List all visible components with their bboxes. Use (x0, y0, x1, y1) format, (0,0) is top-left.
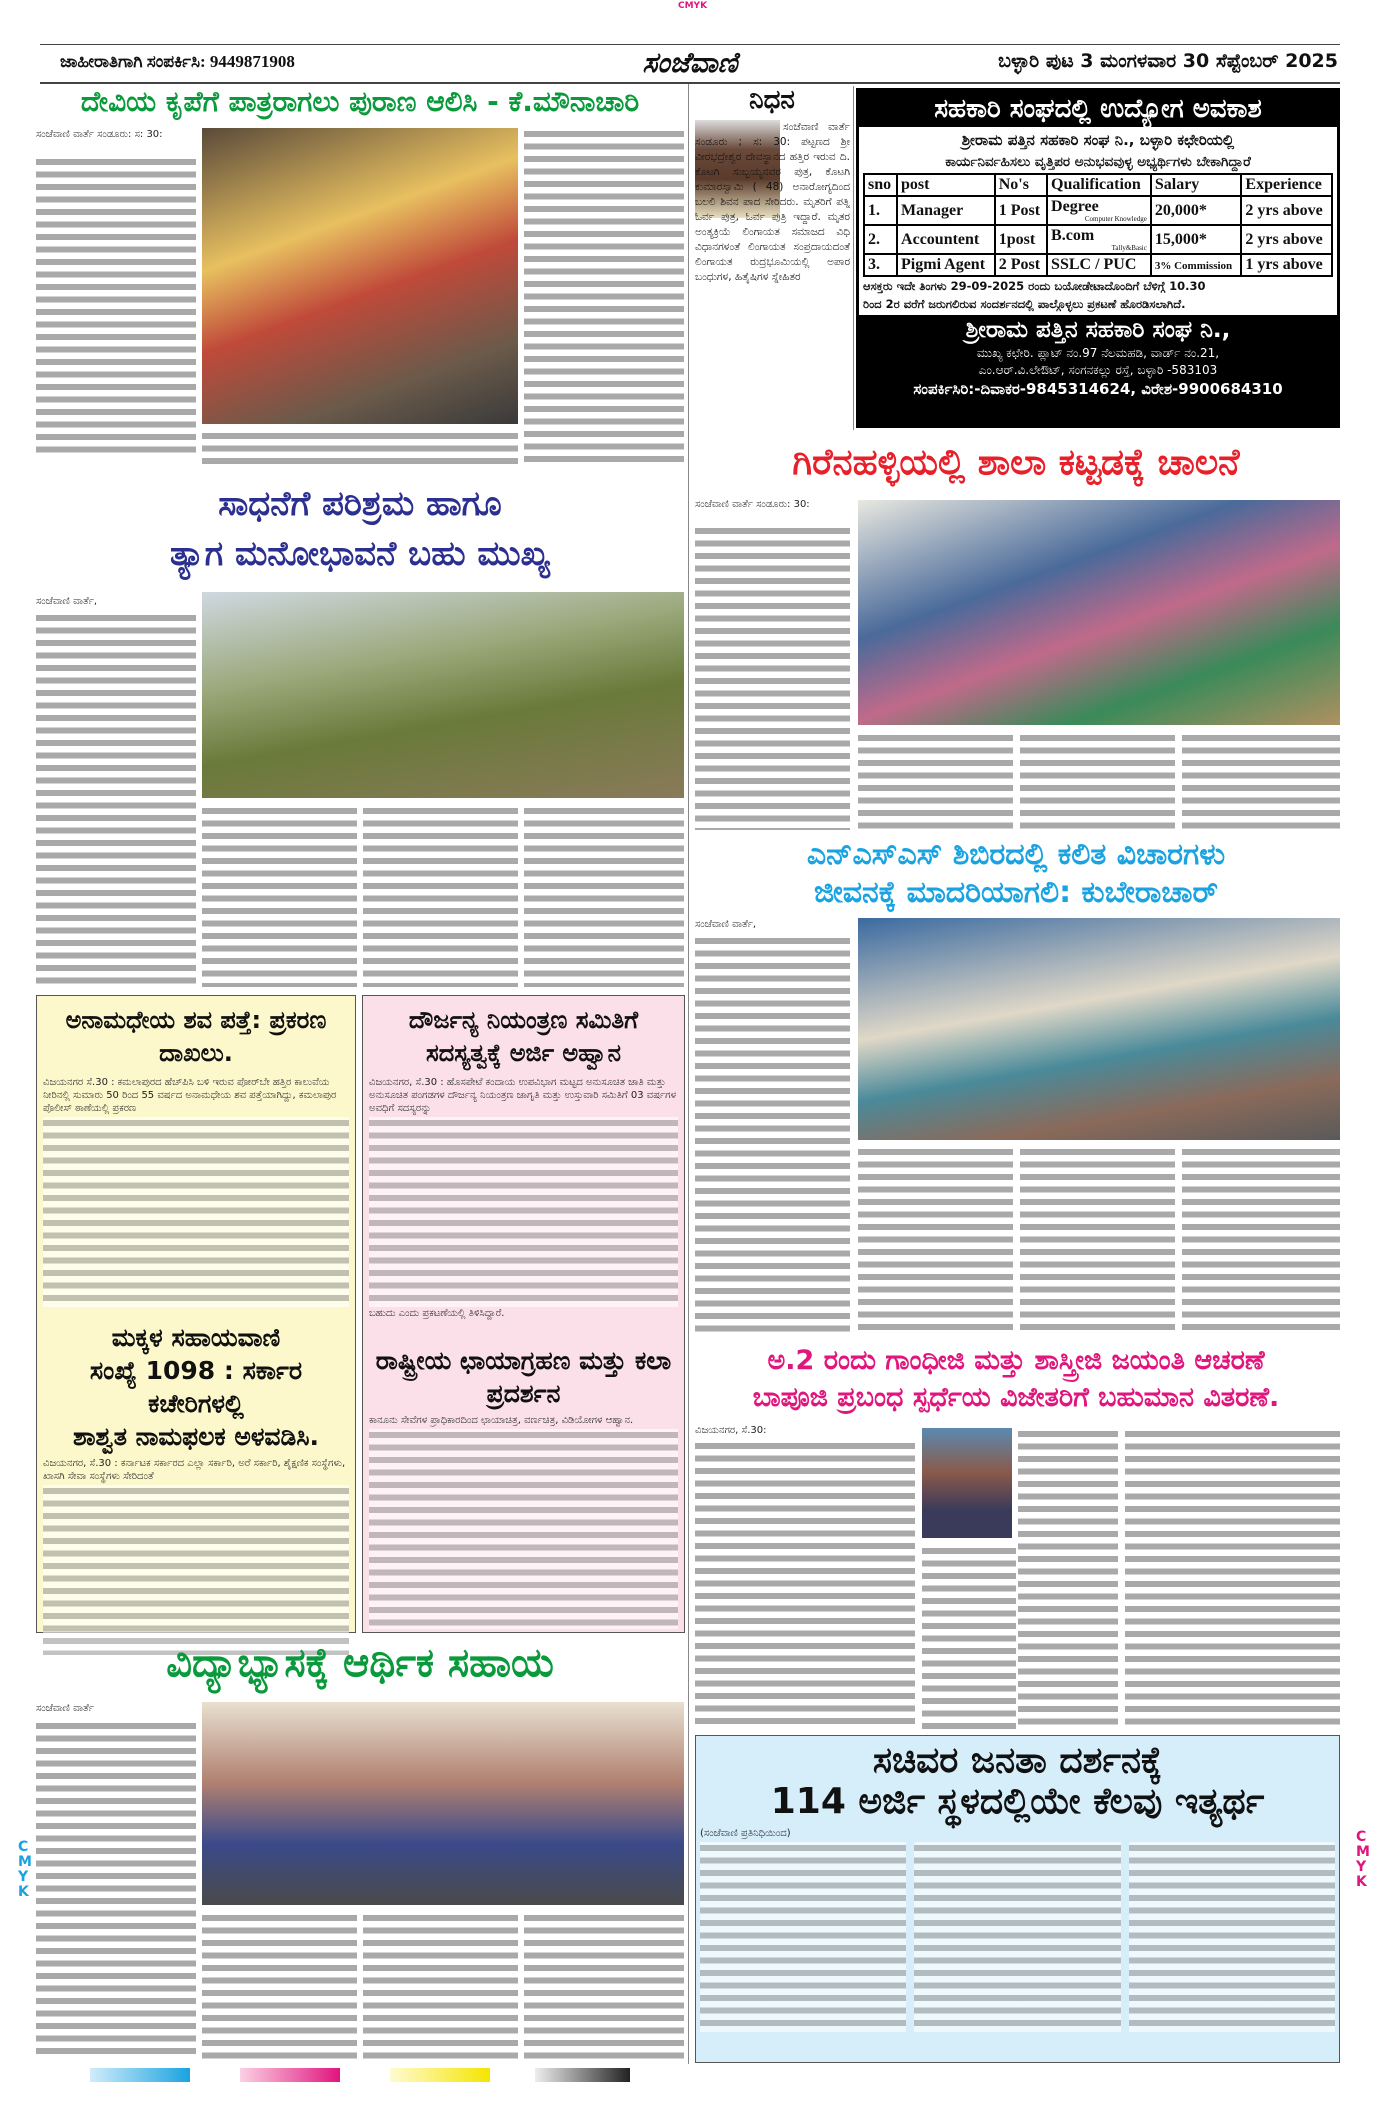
article-body (1182, 1146, 1340, 1335)
news-box-janata-darshana (695, 1735, 1340, 2063)
cell-value: 1. (868, 201, 880, 219)
cell-value: B.com (1051, 227, 1095, 244)
cell-value: Accountent (901, 230, 980, 248)
headline-makkala-3: ಶಾಶ್ವತ ನಾಮಫಲಕ ಅಳವಡಿಸಿ. (73, 1422, 319, 1451)
photo-official-portrait (922, 1428, 1012, 1538)
article-lead: (ಸಂಜೆವಾಣಿ ಪ್ರತಿನಿಧಿಯಿಂದ) (700, 1827, 791, 1839)
table-cell (1241, 254, 1332, 276)
article-lead: ಸಂಜೆವಾಣಿ ವಾರ್ತೆ ಸಂಡೂರು: ಸ: 30: (36, 129, 163, 140)
table-header: Experience (1241, 174, 1332, 196)
article-body-nidhana: ಸಂಜೆವಾಣಿ ವಾರ್ತೆ ಸಂಡೂರು ; ಸ: 30: ಪಟ್ಟಣದ ಶ್ರೀ ವೀರಭದ್ರೇಶ್ವರ ದೇವಸ್ಥಾನದ ಹತ್ತಿರ ಇರುವ ದಿ. ಕೊಟಗಿ ಸುಬ್ಬಯ್ಯನವರ ಪುತ್ರ, ಕೊಟಗಿ ಕುಮಾರಸ್ವಾಮಿ ( 48) ಅನಾರೋಗ್ಯದಿಂದ ಬಲಲಿ ಶಿವನ ಪಾದ ಸೇರಿದರು. ಮೃತರಿಗೆ ಪತ್ನಿ ಓರ್ವ ಪುತ್ರ, ಓರ್ವ ಪುತ್ರಿ ಇದ್ದಾರೆ. ಮೃತರ ಅಂತ್ಯಕ್ರಿಯೆ ಲಿಂಗಾಯತ ಸಮಾಜದ ವಿಧಿ ವಿಧಾನಗಳಂತೆ ಲಿಂಗಾಯತ ಸಂಪ್ರದಾಯದಂತೆ ಲಿಂಗಾಯತ ರುದ್ರಭೂಮಿಯಲ್ಲಿ ಅಪಾರ ಬಂಧುಗಳ, ಹಿತೈಷಿಗಳ ಸ್ನೇಹಿತರ (695, 121, 850, 283)
article-body (695, 525, 850, 830)
article-body (1129, 1842, 1335, 2032)
news-box-anamadheya (36, 995, 356, 1633)
headline-nss-1: ಎನ್‌ಎಸ್‌ಎಸ್ ಶಿಬಿರದಲ್ಲಿ ಕಲಿತ ವಿಚಾರಗಳು (806, 837, 1226, 872)
table-cell (1047, 225, 1151, 254)
article-lead: ವಿಜಯನಗರ ಸೆ.30 : ಕಮಲಾಪುರದ ಹೆಚ್‌ಪಿಸಿ ಬಳಿ ಇರುವ ಪೋರ್‌ಬೇ ಹತ್ತಿರ ಕಾಲುವೆಯ ನೀರಿನಲ್ಲಿ ಸುಮಾರು 50 ರಿಂದ 55 ವರ್ಷದ ಅನಾಮಧೇಯ ಶವ ಪತ್ತೆಯಾಗಿದ್ದು, ಕಮಲಾಪುರ ಪೊಲೀಸ್ ಠಾಣೆಯಲ್ಲಿ ಪ್ರಕರಣ (43, 1077, 337, 1114)
cell-value: 3% Commission (1154, 260, 1233, 272)
article-body (369, 1429, 678, 1629)
table-cell (864, 196, 897, 225)
cell-value: 1post (998, 230, 1036, 248)
cell-value: 2 yrs above (1245, 230, 1323, 248)
cell-value: SSLC / PUC (1051, 256, 1137, 273)
cell-value: 1 yrs above (1245, 256, 1323, 273)
table-cell (864, 225, 897, 254)
cell-value: Pigmi Agent (901, 256, 986, 273)
cell-value: 3. (868, 256, 880, 273)
color-calibration-black (535, 2068, 630, 2082)
table-cell (995, 254, 1047, 276)
article-body (36, 156, 196, 456)
table-cell (995, 225, 1047, 254)
table-cell (1241, 196, 1332, 225)
article-body (858, 1146, 1013, 1335)
article-body (1020, 732, 1175, 830)
table-cell (1241, 225, 1332, 254)
masthead-logo: ಸಂಜೆವಾಣಿ (642, 46, 738, 79)
article-body (695, 935, 850, 1335)
job-ad-address: ಮುಖ್ಯ ಕಛೇರಿ. ಪ್ಲಾಟ್ ನಂ.97 ನೆಲಮಹಡಿ, ವಾರ್ಡ್ ನಂ.21, (976, 346, 1220, 360)
article-body (914, 1842, 1120, 2032)
registration-mark-right: CMYK (1356, 1829, 1370, 1890)
table-header: Salary (1151, 174, 1242, 196)
table-cell (864, 254, 897, 276)
registration-mark-left: CMYK (18, 1839, 32, 1900)
table-cell (897, 196, 995, 225)
article-lead: ಸಂಜೆವಾಣಿ ವಾರ್ತೆ (36, 1703, 94, 1714)
job-ad-title: ಸಹಕಾರಿ ಸಂಘದಲ್ಲಿ ಉದ್ಯೋಗ ಅವಕಾಶ (934, 94, 1262, 124)
article-body (700, 1842, 906, 2032)
article-lead: ವಿಜಯನಗರ, ಸೆ.30: (695, 1425, 767, 1436)
article-body (1020, 1146, 1175, 1335)
article-lead: ಕಾನೂನು ಸೇವೆಗಳ ಪ್ರಾಧಿಕಾರದಿಂದ ಛಾಯಾಚಿತ್ರ, ವರ್ಣಚಿತ್ರ, ವಿಡಿಯೋಗಳ ಆಹ್ವಾನ. (369, 1415, 634, 1426)
table-header: post (897, 174, 995, 196)
color-calibration-magenta (240, 2068, 340, 2082)
table-header: Qualification (1047, 174, 1151, 196)
photo-devi-puja (202, 128, 518, 424)
news-box-dourjanya (362, 995, 685, 1633)
table-cell (1047, 196, 1151, 225)
headline-makkala-2: ಸಂಖ್ಯೆ 1098 : ಸರ್ಕಾರ ಕಚೇರಿಗಳಲ್ಲಿ (89, 1356, 303, 1418)
table-header: sno (864, 174, 897, 196)
color-calibration-cyan (90, 2068, 190, 2082)
photo-school-building-inauguration (858, 500, 1340, 725)
table-cell (995, 196, 1047, 225)
dateline: ಬಳ್ಳಾರಿ ಪುಟ 3 ಮಂಗಳವಾರ 30 ಸೆಪ್ಟೆಂಬರ್ 2025 (998, 50, 1338, 72)
article-body (202, 805, 357, 987)
job-ad-org: ಶ್ರೀರಾಮ ಪತ್ತಿನ ಸಹಕಾರಿ ಸಂಘ ನಿ., (965, 317, 1231, 343)
article-lead: ಸಂಜೆವಾಣಿ ವಾರ್ತೆ, (36, 596, 98, 607)
job-ad-contact: ಸಂಪರ್ಕಿಸಿರಿ:-ದಿವಾಕರ-9845314624, ವಿರೇಶ-9900684310 (913, 380, 1283, 398)
article-body (922, 1545, 1016, 1730)
headline-dourjanya: ದೌರ್ಜನ್ಯ ನಿಯಂತ್ರಣ ಸಮಿತಿಗೆ ಸದಸ್ಯತ್ವಕ್ಕೆ ಅರ್ಜಿ ಅಹ್ವಾನ (408, 1006, 639, 1067)
table-header: No's (995, 174, 1047, 196)
article-lead: ವಿಜಯನಗರ, ಸೆ.30 : ಕರ್ನಾಟಕ ಸರ್ಕಾರದ ಎಲ್ಲಾ ಸರ್ಕಾರಿ, ಅರೆ ಸರ್ಕಾರಿ, ಶೈಕ್ಷಣಿಕ ಸಂಸ್ಥೆಗಳು, ಖಾಸಗಿ ಸೇವಾ ಸಂಸ್ಥೆಗಳು ಸೇರಿದಂತೆ (43, 1458, 346, 1482)
headline-gandhi-2: ಬಾಪೂಜಿ ಪ್ರಬಂಧ ಸ್ಪರ್ಧೆಯ ವಿಜೇತರಿಗೆ ಬಹುಮಾನ ವಿತರಣೆ. (752, 1382, 1280, 1413)
table-cell (897, 254, 995, 276)
job-ad-note: ಆಸಕ್ತರು ಇದೇ ತಿಂಗಳು 29-09-2025 ರಂದು ಬಯೋಡೇಟಾದೊಂದಿಗೆ ಬೆಳಿಗ್ಗೆ 10.30 (863, 279, 1206, 293)
table-cell (1151, 196, 1242, 225)
registration-mark-top: CMYK (678, 1, 708, 11)
article-body (363, 805, 518, 987)
headline-sadhane-2: ತ್ಯಾಗ ಮನೋಭಾವನೆ ಬಹು ಮುಖ್ಯ (170, 534, 550, 574)
article-lead: ಸಂಜೆವಾಣಿ ವಾರ್ತೆ ಸಂಡೂರು: 30: (695, 499, 810, 510)
table-row (864, 196, 1332, 225)
cell-value: Manager (901, 201, 964, 219)
table-cell (897, 225, 995, 254)
headline-sadhane-1: ಸಾಧನೆಗೆ ಪರಿಶ್ರಮ ಹಾಗೂ (218, 484, 502, 524)
cell-value: 2. (868, 230, 880, 248)
cell-value: 2 yrs above (1245, 201, 1323, 219)
headline-nidhana: ನಿಧನ (749, 85, 795, 115)
photo-nss-flag-hoisting (858, 918, 1340, 1140)
job-ad (856, 88, 1340, 428)
headline-janata-2: 114 ಅರ್ಜಿ ಸ್ಥಳದಲ್ಲಿಯೇ ಕೆಲವು ಇತ್ಯರ್ಥ (770, 1781, 1265, 1823)
article-body (1018, 1428, 1118, 1730)
article-tail: ಬಹುದು ಎಂದು ಪ್ರಕಟಣೆಯಲ್ಲಿ ತಿಳಿಸಿದ್ದಾರೆ. (369, 1308, 505, 1319)
job-ad-note: ರಿಂದ 2ರ ವರೆಗೆ ಜರುಗಲಿರುವ ಸಂದರ್ಶನದಲ್ಲಿ ಪಾಲ್ಗೊಳ್ಳಲು ಪ್ರಕಟಣೆ ಹೊರಡಿಸಲಾಗಿದೆ. (863, 297, 1186, 311)
headline-gandhi-1: ಅ.2 ರಂದು ಗಾಂಧೀಜಿ ಮತ್ತು ಶಾಸ್ತ್ರೀಜಿ ಜಯಂತಿ ಆಚರಣೆ (767, 1345, 1265, 1376)
table-cell (1047, 254, 1151, 276)
article-body (43, 1485, 349, 1655)
table-row (864, 254, 1332, 276)
article-lead: ವಿಜಯನಗರ, ಸೆ.30 : ಹೊಸಪೇಟೆ ಕಂದಾಯ ಉಪವಿಭಾಗ ಮಟ್ಟದ ಅನುಸೂಚಿತ ಜಾತಿ ಮತ್ತು ಅನುಸೂಚಿತ ಪಂಗಡಗಳ ದೌರ್ಜನ್ಯ ನಿಯಂತ್ರಣ ಜಾಗೃತಿ ಮತ್ತು ಉಸ್ತುವಾರಿ ಸಮಿತಿಗೆ 03 ವರ್ಷಗಳ ಅವಧಿಗೆ ಸದಸ್ಯರನ್ನು (369, 1077, 677, 1114)
article-body (524, 128, 684, 466)
table-row (864, 225, 1332, 254)
article-body (36, 1720, 196, 2060)
cell-value: 2 Post (998, 256, 1041, 273)
headline-vidyabhyasa: ವಿದ್ಯಾಭ್ಯಾಸಕ್ಕೆ ಆರ್ಥಿಕ ಸಹಾಯ (166, 1640, 554, 1686)
headline-makkala-1: ಮಕ್ಕಳ ಸಹಾಯವಾಣಿ (111, 1323, 281, 1352)
qualification-note: Tally&Basic (1111, 244, 1147, 252)
article-body (369, 1117, 678, 1307)
headline-chayagrahana: ರಾಷ್ಟ್ರೀಯ ಛಾಯಾಗ್ರಹಣ ಮತ್ತು ಕಲಾ ಪ್ರದರ್ಶನ (375, 1346, 672, 1408)
headline-nss-2: ಜೀವನಕ್ಕೆ ಮಾದರಿಯಾಗಲಿ: ಕುಬೇರಾಚಾರ್ (813, 875, 1219, 910)
cell-value: 20,000* (1154, 201, 1207, 219)
ad-contact: ಜಾಹೀರಾತಿಗಾಗಿ ಸಂಪರ್ಕಿಸಿ: 9449871908 (60, 52, 295, 71)
color-calibration-yellow (390, 2068, 490, 2082)
article-body (1182, 732, 1340, 830)
photo-volunteers-cleaning (202, 592, 684, 798)
cell-value: Degree (1051, 198, 1099, 215)
article-body (43, 1117, 349, 1307)
qualification-note: Computer Knowledge (1084, 215, 1147, 223)
article-body (695, 1440, 915, 1730)
photo-cheque-handover (202, 1702, 684, 1905)
headline-devi: ದೇವಿಯ ಕೃಪೆಗೆ ಪಾತ್ರರಾಗಲು ಪುರಾಣ ಆಲಿಸಿ - ಕೆ.ಮೌನಾಚಾರಿ (80, 85, 640, 118)
headline-girenahalli: ಗಿರೆನಹಳ್ಳಿಯಲ್ಲಿ ಶಾಲಾ ಕಟ್ಟಡಕ್ಕೆ ಚಾಲನೆ (792, 442, 1240, 483)
article-lead: ಸಂಜೆವಾಣಿ ವಾರ್ತೆ, (695, 919, 757, 930)
headline-anamadheya: ಅನಾಮಧೇಯ ಶವ ಪತ್ತೆ: ಪ್ರಕರಣ ದಾಖಲು. (65, 1006, 327, 1067)
headline-janata-1: ಸಚಿವರ ಜನತಾ ದರ್ಶನಕ್ಕೆ (872, 1740, 1163, 1781)
cell-value: 1 Post (998, 201, 1041, 219)
article-body (363, 1912, 518, 2060)
job-ad-table (863, 173, 1333, 277)
article-body (202, 430, 518, 466)
job-ad-address: ಎಂ.ಆರ್.ವಿ.ಲೇಔಟ್, ಸಂಗನಕಲ್ಲು ರಸ್ತೆ, ಬಳ್ಳಾರಿ -583103 (978, 363, 1218, 377)
table-cell (1151, 225, 1242, 254)
table-cell (1151, 254, 1242, 276)
job-ad-intro: ಶ್ರೀರಾಮ ಪತ್ತಿನ ಸಹಕಾರಿ ಸಂಘ ನಿ., ಬಳ್ಳಾರಿ ಕಛೇರಿಯಲ್ಲಿ (961, 131, 1235, 149)
article-body (858, 732, 1013, 830)
article-body (36, 612, 196, 987)
article-body (202, 1912, 357, 2060)
article-body (524, 1912, 684, 2060)
article-body (1125, 1428, 1340, 1730)
article-body (524, 805, 684, 987)
job-ad-intro: ಕಾರ್ಯನಿರ್ವಹಿಸಲು ವೃತ್ತಿಪರ ಅನುಭವವುಳ್ಳ ಅಭ್ಯರ್ಥಿಗಳು ಬೇಕಾಗಿದ್ದಾರೆ (945, 154, 1251, 170)
cell-value: 15,000* (1154, 230, 1207, 248)
